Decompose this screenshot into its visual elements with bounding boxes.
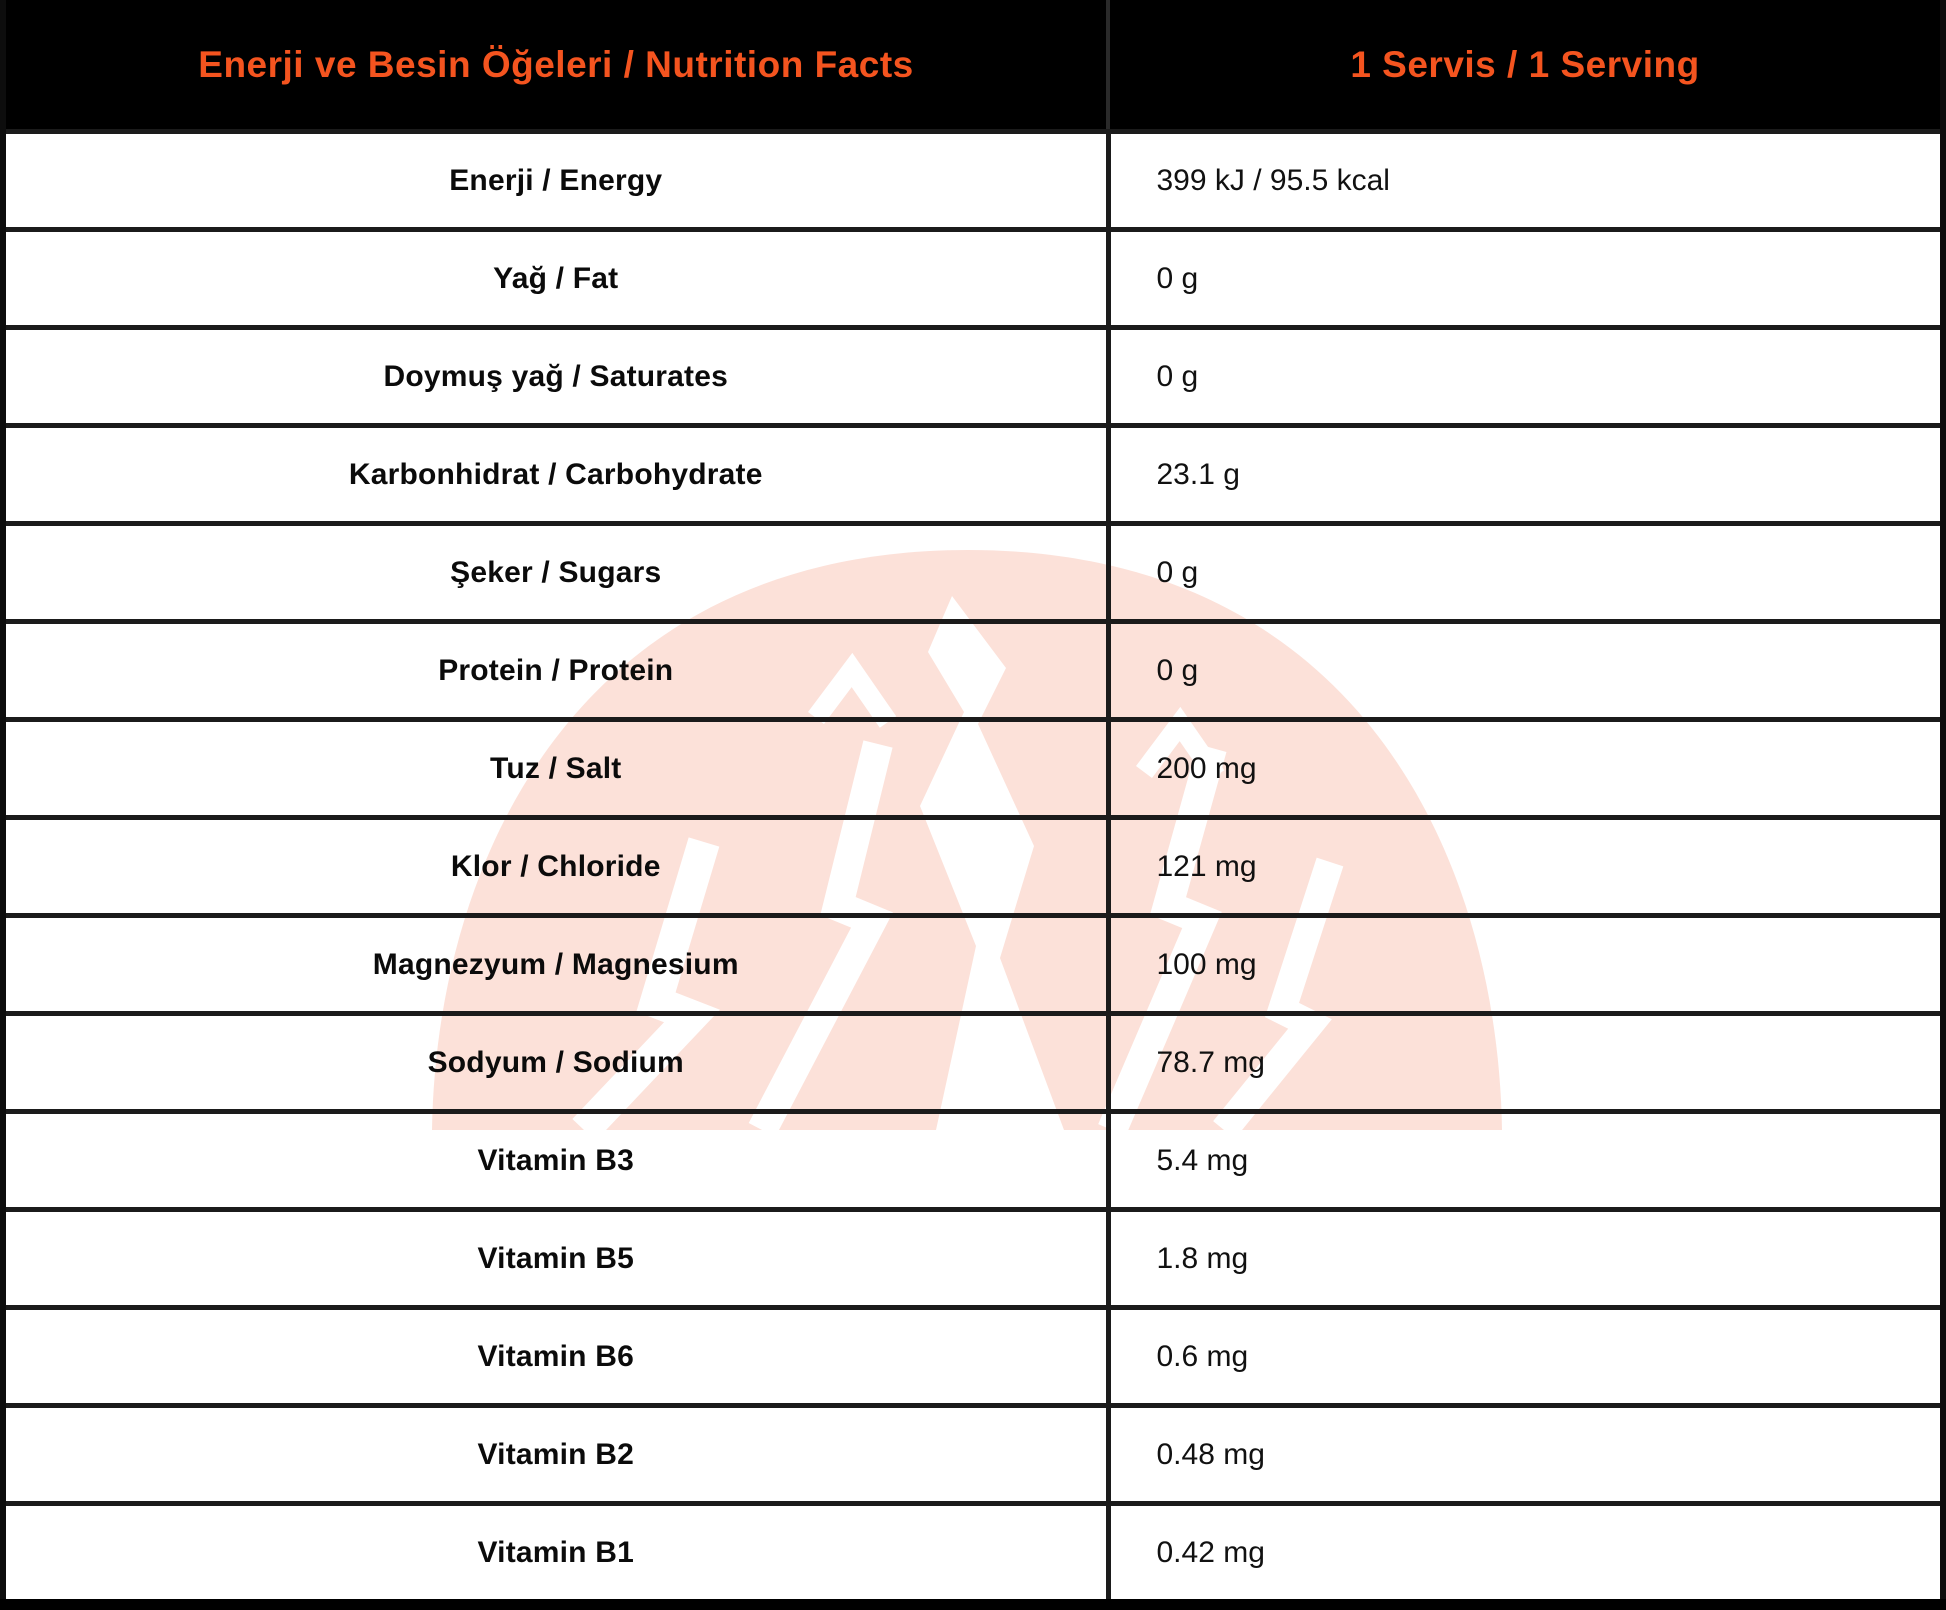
nutrient-value: 5.4 mg [1108,1112,1943,1210]
nutrient-value: 121 mg [1108,818,1943,916]
nutrient-value: 200 mg [1108,720,1943,818]
nutrient-value: 0.42 mg [1108,1504,1943,1605]
table-row [3,1504,1943,1605]
nutrient-value: 0.48 mg [1108,1406,1943,1504]
nutrient-value: 78.7 mg [1108,1014,1943,1112]
table-header-row [3,0,1943,132]
table-row [3,132,1943,230]
table-header-nutrients: Enerji ve Besin Öğeleri / Nutrition Facts [3,0,1108,132]
nutrient-label: Vitamin B2 [3,1406,1108,1504]
table-header-serving: 1 Servis / 1 Serving [1108,0,1943,132]
nutrient-value: 0 g [1108,524,1943,622]
table-row [3,524,1943,622]
nutrition-table-body [3,132,1943,1605]
nutrient-label: Magnezyum / Magnesium [3,916,1108,1014]
nutrient-value: 399 kJ / 95.5 kcal [1108,132,1943,230]
table-row [3,622,1943,720]
nutrient-value: 100 mg [1108,916,1943,1014]
nutrient-label: Karbonhidrat / Carbohydrate [3,426,1108,524]
nutrient-label: Doymuş yağ / Saturates [3,328,1108,426]
table-row [3,426,1943,524]
nutrient-label: Yağ / Fat [3,230,1108,328]
nutrient-value: 0.6 mg [1108,1308,1943,1406]
table-row [3,230,1943,328]
nutrient-label: Vitamin B6 [3,1308,1108,1406]
table-row [3,1014,1943,1112]
nutrient-label: Enerji / Energy [3,132,1108,230]
table-row [3,818,1943,916]
table-row [3,1308,1943,1406]
table-row [3,720,1943,818]
nutrient-label: Vitamin B1 [3,1504,1108,1605]
table-row [3,1112,1943,1210]
nutrient-label: Sodyum / Sodium [3,1014,1108,1112]
nutrient-value: 0 g [1108,328,1943,426]
nutrient-value: 0 g [1108,230,1943,328]
nutrient-value: 1.8 mg [1108,1210,1943,1308]
nutrient-label: Tuz / Salt [3,720,1108,818]
nutrient-value: 23.1 g [1108,426,1943,524]
nutrient-label: Şeker / Sugars [3,524,1108,622]
table-row [3,328,1943,426]
table-row [3,1210,1943,1308]
table-row [3,916,1943,1014]
nutrient-value: 0 g [1108,622,1943,720]
nutrient-label: Vitamin B3 [3,1112,1108,1210]
table-row [3,1406,1943,1504]
nutrient-label: Vitamin B5 [3,1210,1108,1308]
nutrient-label: Klor / Chloride [3,818,1108,916]
nutrient-label: Protein / Protein [3,622,1108,720]
